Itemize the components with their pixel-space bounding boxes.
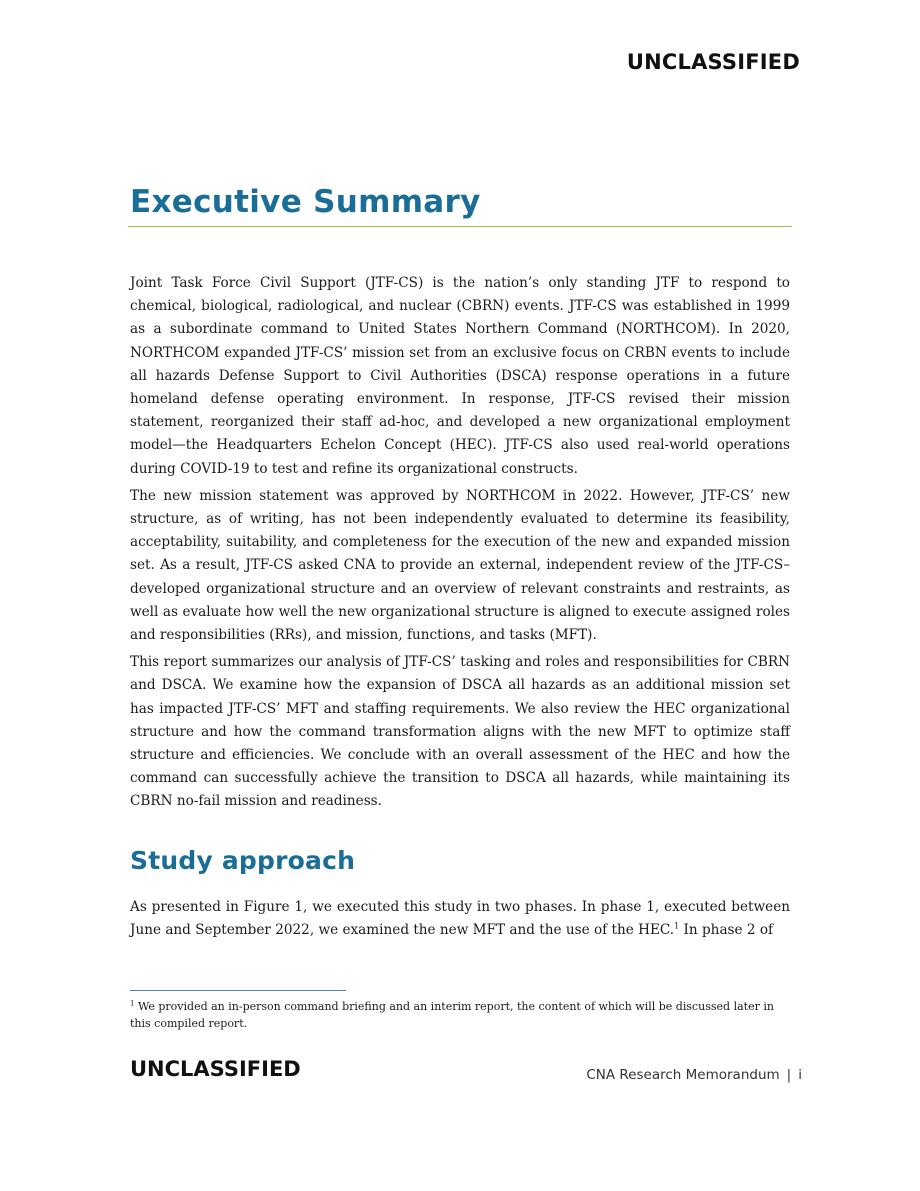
footnote-marker: 1 [130,999,135,1008]
study-approach-body [130,896,790,946]
executive-summary-body [130,272,790,818]
footer-classification-marking: UNCLASSIFIED [130,1057,301,1081]
page-number: i [798,1067,802,1083]
body-paragraph-2: The new mission statement was approved by NORTHCOM in 2022. However, JTF-CS’ new structure, as of writing, has not been independently evaluated to determine its feasibility, acceptability, suitability, and completeness for the execution of the new and expanded mission set. As a result, JTF-CS asked CNA to provide an external, independent review of the JTF-CS–developed organizational structure and an overview of relevant constraints and restraints, as well as evaluate how well the new organizational structure is aligned to execute assigned roles and responsibilities (RRs), and mission, functions, and tasks (MFT). [130,487,790,644]
page-title: Executive Summary [130,184,481,220]
title-divider [128,226,792,227]
study-approach-text-continued: In phase 2 of [679,922,774,939]
footnote-text: We provided an in-person command briefing and an interim report, the content of which will be discussed later in this compiled report. [130,1000,774,1030]
header-classification-marking: UNCLASSIFIED [626,50,800,74]
footer-publication-info [586,1067,802,1083]
footer-separator: | [786,1067,792,1083]
body-paragraph-3: This report summarizes our analysis of JTF-CS’ tasking and roles and responsibilities for CBRN and DSCA. We examine how the expansion of DSCA all hazards as an additional mission set has impacted JTF-CS’ MFT and staffing requirements. We also review the HEC organizational structure and how the command transformation aligns with the new MFT to optimize staff structure and efficiencies. We conclude with an overall assessment of the HEC and how the command can successfully achieve the transition to DSCA all hazards, while maintaining its CBRN no-fail mission and readiness. [130,654,790,810]
footnote-reference[interactable]: 1 [674,921,680,931]
body-paragraph-1: Joint Task Force Civil Support (JTF-CS) is the nation’s only standing JTF to respond to chemical, biological, radiological, and nuclear (CBRN) events. JTF-CS was established in 1999 as a subordinate command to United States Northern Command (NORTHCOM). In 2020, NORTHCOM expanded JTF-CS’ mission set from an exclusive focus on CRBN events to include all hazards Defense Support to Civil Authorities (DSCA) response operations in a future homeland defense operating environment. In response, JTF-CS revised their mission statement, reorganized their staff ad-hoc, and developed a new organizational employment model—the Headquarters Echelon Concept (HEC). JTF-CS also used real-world operations during COVID-19 to test and refine its organizational constructs. [130,275,790,477]
study-approach-paragraph [130,896,790,942]
footnote [130,998,790,1032]
section-heading-study-approach: Study approach [130,846,356,875]
study-approach-text: As presented in Figure 1, we executed this study in two phases. In phase 1, executed between June and September 2022, we examined the new MFT and the use of the HEC. [130,899,790,939]
publication-name: CNA Research Memorandum [586,1067,780,1083]
footnote-divider [130,990,346,991]
